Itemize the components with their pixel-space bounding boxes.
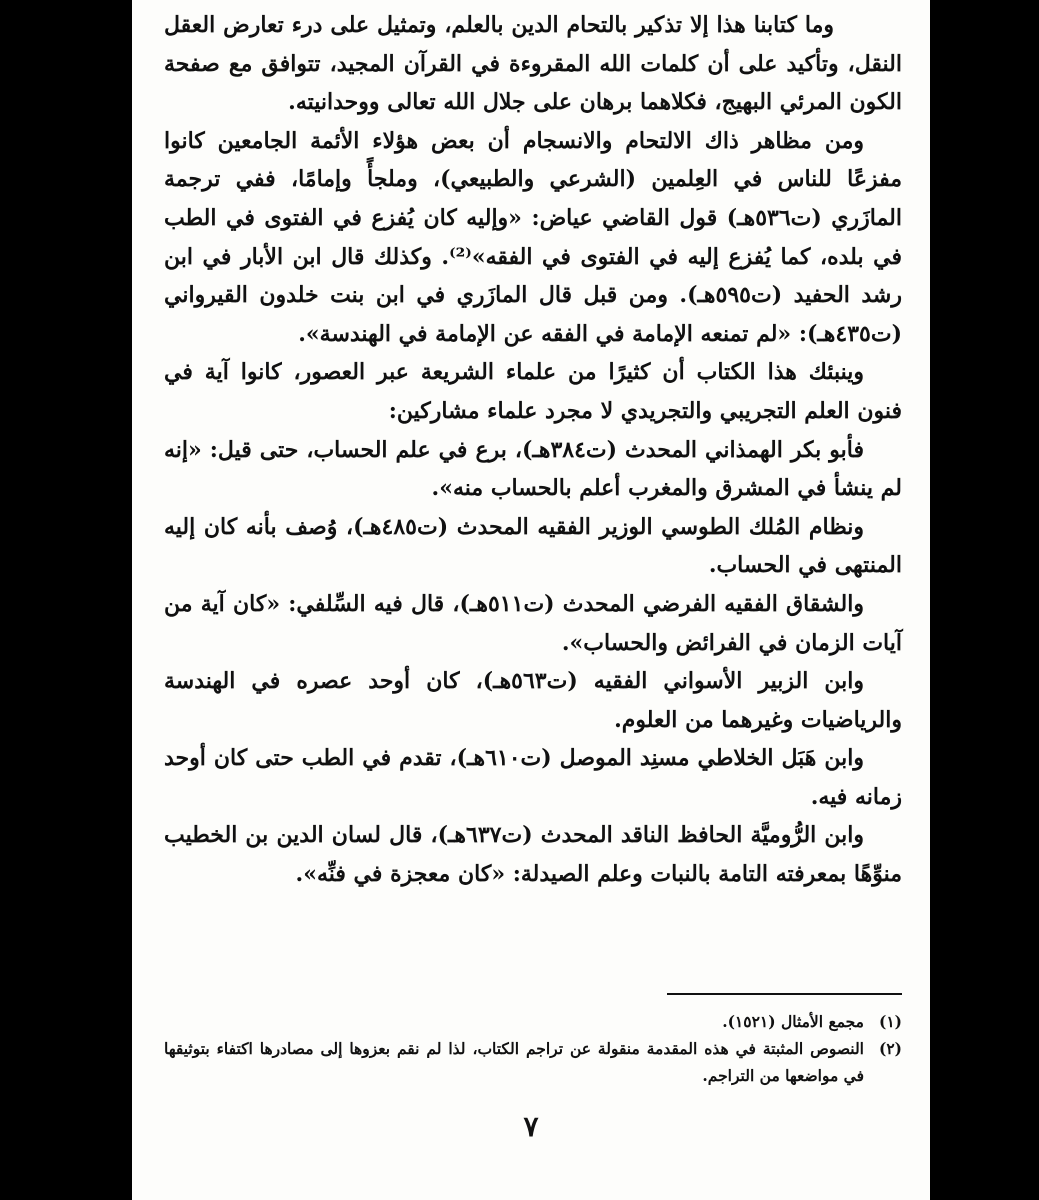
paragraph-1: وما كتابنا هذا إلا تذكير بالتحام الدين بالعلم، وتمثيل على درء تعارض العقل النقل، وتأكيد على أن كلمات الله المقروءة في القرآن المجيد، تتوافق مع صفحة الكون المرئي البهيج، فكلاهما برهان على جلال الله تعالى ووحدانيته. <box>164 12 902 116</box>
footnotes <box>164 1008 902 1089</box>
footnote-2 <box>164 1035 902 1089</box>
book-page <box>132 0 930 1200</box>
paragraph-5: ونظام المُلك الطوسي الوزير الفقيه المحدث (ت٤٨٥هـ)، وُصف بأنه كان إليه المنتهى في الحساب. <box>164 513 902 579</box>
paragraph-9: وابن الرُّوميَّة الحافظ الناقد المحدث (ت٦٣٧هـ)، قال لسان الدين بن الخطيب منوِّهًا بمعرفته التامة بالنبات وعلم الصيدلة: «كان معجزة في فنِّه». <box>164 822 902 888</box>
paragraph-2: ومن مظاهر ذاك الالتحام والانسجام أن بعض هؤلاء الأئمة الجامعين كانوا مفزعًا للناس في العِلمين (الشرعي والطبيعي)، وملجأً وإمامًا، ففي ترجمة المازَري (ت٥٣٦هـ) قول القاضي عياض: «وإليه كان يُفزع في الفتوى في الطب في بلده، كما يُفزع إليه في الفتوى في الفقه»⁽²⁾. وكذلك قال ابن الأبار في ابن رشد الحفيد (ت٥٩٥هـ). ومن قبل قال المازَري في ابن بنت خلدون القيرواني (ت٤٣٥هـ): «لم تمنعه الإمامة في الفقه عن الإمامة في الهندسة». <box>164 127 903 347</box>
footnote-1 <box>164 1008 902 1035</box>
paragraph-8: وابن هَبَل الخلاطي مسنِد الموصل (ت٦١٠هـ)، تقدم في الطب حتى كان أوحد زمانه فيه. <box>164 745 902 810</box>
footnote-1-text: مجمع الأمثال (١٥٢١). <box>722 1012 864 1031</box>
main-text <box>164 6 902 894</box>
paragraph-4: فأبو بكر الهمذاني المحدث (ت٣٨٤هـ)، برع في علم الحساب، حتى قيل: «إنه لم ينشأ في المشرق والمغرب أعلم بالحساب منه». <box>164 436 902 502</box>
footnote-2-number: (٢) <box>878 1039 902 1058</box>
page-number: ٧ <box>523 1110 539 1143</box>
paragraph-3: وينبئك هذا الكتاب أن كثيرًا من علماء الشريعة عبر العصور، كانوا آية في فنون العلم التجريبي والتجريدي لا مجرد علماء مشاركين: <box>164 359 902 424</box>
paragraph-6: والشقاق الفقيه الفرضي المحدث (ت٥١١هـ)، قال فيه السِّلفي: «كان آية من آيات الزمان في الفرائض والحساب». <box>164 590 902 656</box>
footnote-1-number: (١) <box>878 1012 902 1031</box>
footnote-2-text: النصوص المثبتة في هذه المقدمة منقولة عن تراجم الكتاب، لذا لم نقم بعزوها إلى مصادرها اكتفاء بتوثيقها في مواضعها من التراجم. <box>164 1039 864 1085</box>
footnote-divider <box>667 993 902 995</box>
paragraph-7: وابن الزبير الأسواني الفقيه (ت٥٦٣هـ)، كان أوحد عصره في الهندسة والرياضيات وغيرهما من العلوم. <box>164 668 902 733</box>
